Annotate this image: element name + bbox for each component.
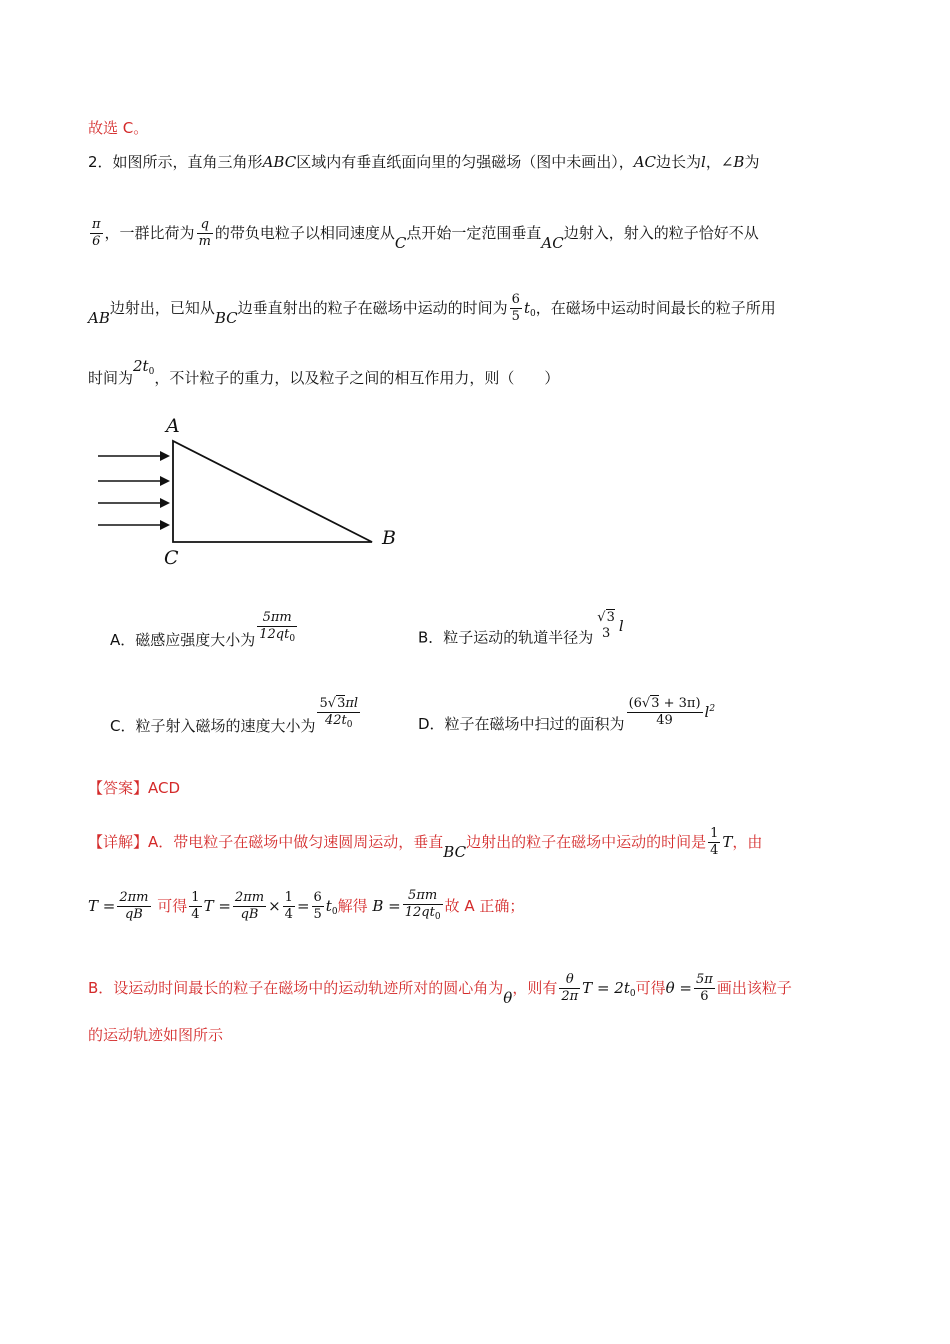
angle-b: ∠B	[720, 153, 745, 171]
question-line-2: $\frac{\pi}{6}$ ，一群比荷为 $\frac{q}{m}$ 的带负电粒子以相同速度从C点开始一定范围垂直AC边射入，射入的粒子恰好不从	[92, 217, 759, 252]
max-time: $2t_0$	[133, 357, 155, 377]
explain-line-3: B．设运动时间最长的粒子在磁场中的运动轨迹所对的圆心角为θ，则有 $\frac{\theta}{2\pi}$ $T = 2t_0$可得θ = $\frac{5\pi}{6}$ 画出该粒子	[88, 972, 792, 1007]
answer-tag: 【答案】	[88, 779, 149, 797]
explain-line-1: 【详解】A．带电粒子在磁场中做匀速圆周运动，垂直BC边射出的粒子在磁场中运动的时间是 $\frac{1}{4}$ T，由	[88, 826, 763, 861]
option-b[interactable]: B．粒子运动的轨道半径为 √3 3 l	[418, 610, 624, 647]
vertex-a-label: A	[166, 415, 180, 437]
question-number: 2．	[88, 153, 113, 171]
triangle-name: ABC	[262, 153, 297, 171]
answer-line	[88, 778, 180, 798]
option-a[interactable]: A．磁感应强度大小为 $\frac{5\pi m}{12qt_0}$	[110, 610, 296, 649]
charge-mass-ratio: $\frac{q}{m}$	[198, 217, 211, 249]
question-line-4: 时间为$2t_0$，不计粒子的重力，以及粒子之间的相互作用力，则（ ）	[88, 357, 560, 387]
incident-arrows	[98, 451, 170, 530]
triangle-figure	[90, 410, 410, 580]
time-fraction: $\frac{6}{5}$	[511, 292, 520, 324]
option-d[interactable]: D．粒子在磁场中扫过的面积为 $\frac{(6√3 + 3\pi)}{49}$ $l^2$	[418, 696, 716, 733]
option-c[interactable]: C．粒子射入磁场的速度大小为 $\frac{5√3\pi l}{42t_0}$	[110, 696, 359, 735]
explain-tag: 【详解】	[88, 833, 149, 851]
triangle-abc	[173, 441, 372, 542]
answer-value: ACD	[148, 779, 181, 797]
angle-fraction: $\frac{\pi}{6}$	[92, 217, 101, 249]
question-line-3: AB边射出，已知从BC边垂直射出的粒子在磁场中运动的时间为 $\frac{6}{5}$ $t_0$，在磁场中运动时间最长的粒子所用	[88, 292, 776, 327]
previous-answer: 故选 C。	[88, 119, 149, 137]
explain-line-4: 的运动轨迹如图所示	[88, 1026, 224, 1044]
explain-line-2: T = $\frac{2\pi m}{qB}$ 可得 $\frac{1}{4}$ T = $\frac{2\pi m}{qB}$ × $\frac{1}{4}$ = $\frac{6}{5}$ $t_0$解得 B = $\frac{5\pi m}{12qt_0}$ 故 A 正确；	[88, 888, 524, 925]
question-line-1: 2．如图所示，直角三角形ABC区域内有垂直纸面向里的匀强磁场（图中未画出），AC边长为l，∠B为	[88, 153, 760, 171]
vertex-c-label: C	[164, 547, 179, 569]
vertex-b-label: B	[382, 527, 396, 549]
